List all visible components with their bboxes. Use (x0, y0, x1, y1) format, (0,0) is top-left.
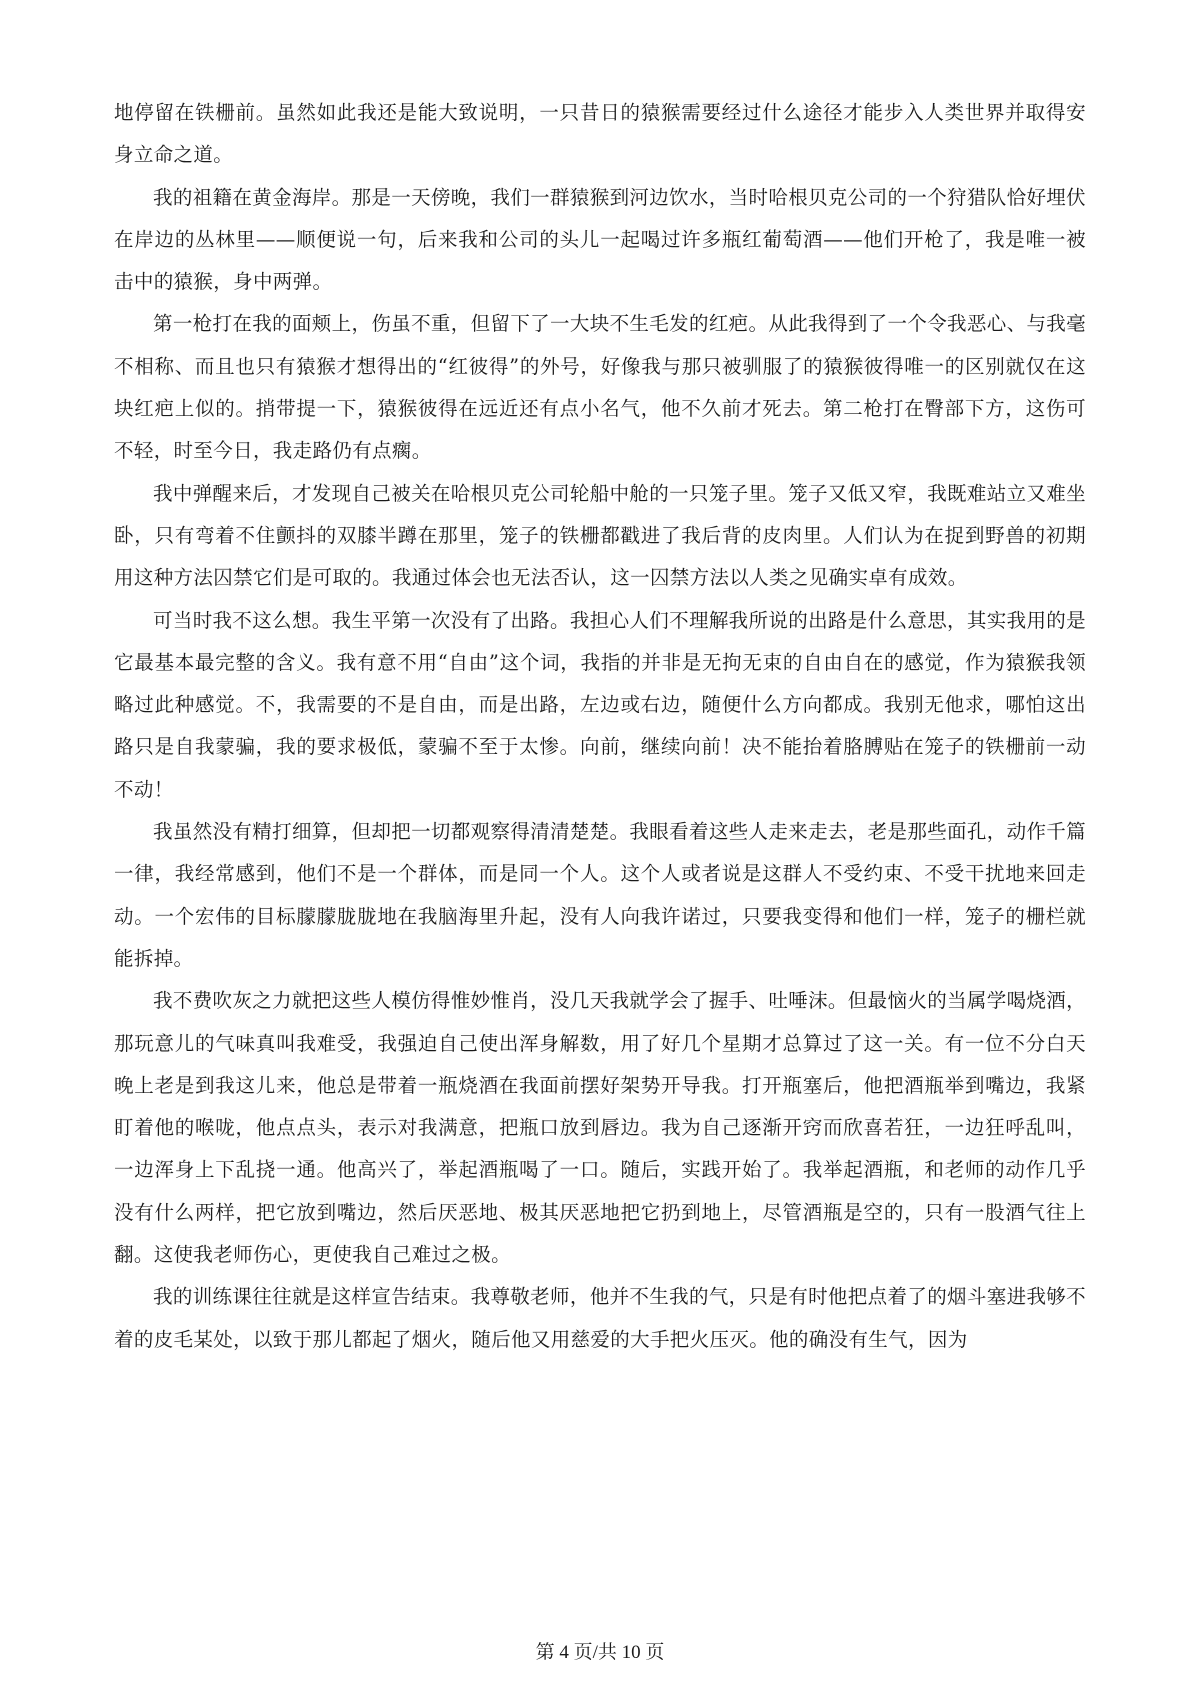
paragraph: 我不费吹灰之力就把这些人模仿得惟妙惟肖，没几天我就学会了握手、吐唾沫。但最恼火的当属学喝烧酒，那玩意儿的气味真叫我难受，我强迫自己使出浑身解数，用了好几个星期才总算过了这一关。有一位不分白天晚上老是到我这儿来，他总是带着一瓶烧酒在我面前摆好架势开导我。打开瓶塞后，他把酒瓶举到嘴边，我紧盯着他的喉咙，他点点头，表示对我满意，把瓶口放到唇边。我为自己逐渐开窍而欣喜若狂，一边狂呼乱叫，一边浑身上下乱挠一通。他高兴了，举起酒瓶喝了一口。随后，实践开始了。我举起酒瓶，和老师的动作几乎没有什么两样，把它放到嘴边，然后厌恶地、极其厌恶地把它扔到地上，尽管酒瓶是空的，只有一股酒气往上翻。这使我老师伤心，更使我自己难过之极。 (114, 989, 1086, 1267)
paragraph: 可当时我不这么想。我生平第一次没有了出路。我担心人们不理解我所说的出路是什么意思，其实我用的是它最基本最完整的含义。我有意不用“自由”这个词，我指的并非是无拘无束的自由自在的感觉，作为猿猴我领略过此种感觉。不，我需要的不是自由，而是出路，左边或右边，随便什么方向都成。我别无他求，哪怕这出路只是自我蒙骗，我的要求极低，蒙骗不至于太惨。向前，继续向前！决不能抬着胳膊贴在笼子的铁栅前一动不动！ (114, 608, 1086, 801)
paragraph-continued: 地停留在铁栅前。虽然如此我还是能大致说明，一只昔日的猿猴需要经过什么途径才能步入人类世界并取得安身立命之道。 (114, 101, 1086, 167)
page-number-footer: 第 4 页/共 10 页 (535, 1642, 665, 1663)
paragraph: 我的训练课往往就是这样宣告结束。我尊敬老师，他并不生我的气，只是有时他把点着了的烟斗塞进我够不着的皮毛某处，以致于那儿都起了烟火，随后他又用慈爱的大手把火压灭。他的确没有生气，因为 (114, 1285, 1086, 1351)
document-body (114, 92, 1086, 1361)
paragraph: 我虽然没有精打细算，但却把一切都观察得清清楚楚。我眼看着这些人走来走去，老是那些面孔，动作千篇一律，我经常感到，他们不是一个群体，而是同一个人。这个人或者说是这群人不受约束、不受干扰地来回走动。一个宏伟的目标朦朦胧胧地在我脑海里升起，没有人向我许诺过，只要我变得和他们一样，笼子的栅栏就能拆掉。 (114, 820, 1086, 970)
paragraph: 我中弹醒来后，才发现自己被关在哈根贝克公司轮船中舱的一只笼子里。笼子又低又窄，我既难站立又难坐卧，只有弯着不住颤抖的双膝半蹲在那里，笼子的铁栅都戳进了我后背的皮肉里。人们认为在捉到野兽的初期用这种方法囚禁它们是可取的。我通过体会也无法否认，这一囚禁方法以人类之见确实卓有成效。 (114, 481, 1086, 590)
paragraph: 我的祖籍在黄金海岸。那是一天傍晚，我们一群猿猴到河边饮水，当时哈根贝克公司的一个狩猎队恰好埋伏在岸边的丛林里——顺便说一句，后来我和公司的头儿一起喝过许多瓶红葡萄酒——他们开枪了，我是唯一被击中的猿猴，身中两弹。 (114, 185, 1086, 294)
paragraph: 第一枪打在我的面颊上，伤虽不重，但留下了一大块不生毛发的红疤。从此我得到了一个令我恶心、与我毫不相称、而且也只有猿猴才想得出的“红彼得”的外号，好像我与那只被驯服了的猿猴彼得唯一的区别就仅在这块红疤上似的。捎带提一下，猿猴彼得在远近还有点小名气，他不久前才死去。第二枪打在臀部下方，这伤可不轻，时至今日，我走路仍有点瘸。 (114, 312, 1086, 463)
